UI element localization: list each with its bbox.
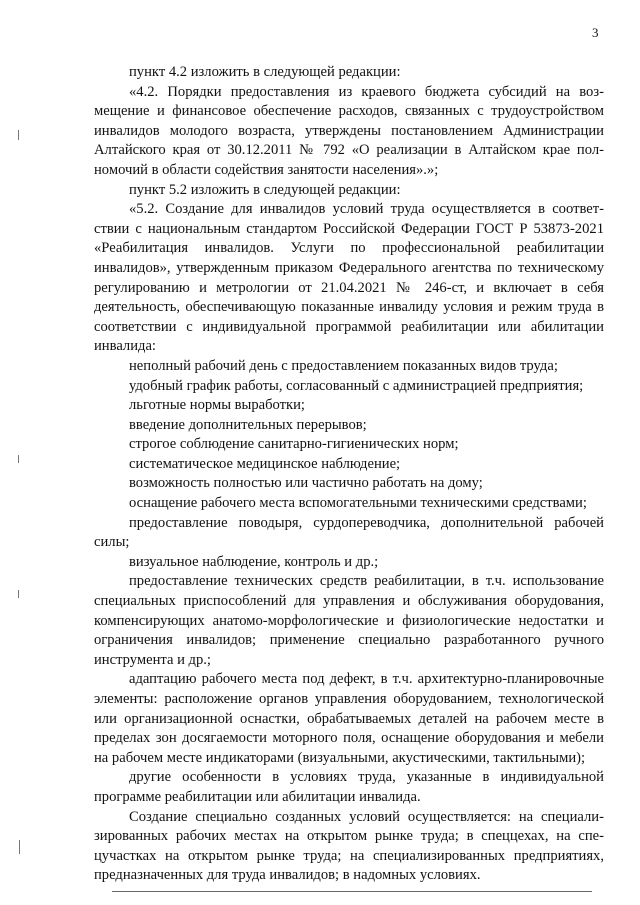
list-item: предоставление технических средств реабилитации, в т.ч. использование специальных приспособлений для управления и обслуживания оборудования, компенсирующих анатомо-морфологические и физиологические недостатки и ограничения инвалидов; применение специально разработанного ручного инструмента и др.; <box>94 573 604 668</box>
list-item: льготные нормы выработки; <box>129 397 305 414</box>
list-item: другие особенности в условиях труда, указанные в индивидуальной программе реабилитации или абилитации инвалида. <box>94 769 604 805</box>
page-number: 3 <box>592 25 599 40</box>
document-body <box>94 63 604 886</box>
list-item: возможность полностью или частично работать на дому; <box>129 475 483 492</box>
paragraph: «4.2. Порядки предоставления из краевого бюджета субсидий на возмещение и финансовое обеспечение расходов, связанных с трудоустройством инвалидов молодого возраста, утверждены постановлением Администрации Алтайского края от 30.12.2011 № 792 «О реализации в Алтайском крае полномочий в области содействия занятости населения».»; <box>94 83 604 178</box>
scan-mark <box>19 840 20 854</box>
list-item: систематическое медицинское наблюдение; <box>129 455 401 472</box>
scan-mark <box>18 130 19 140</box>
paragraph: Создание специально созданных условий осуществляется: на специализированных рабочих местах на открытом рынке труда; в спеццехах, на спецучастках на открытом рынке труда; на специализированных предприятиях, предназначенных для труда инвалидов; в надомных условиях. <box>94 808 604 884</box>
paragraph: пункт 5.2 изложить в следующей редакции: <box>129 181 401 198</box>
list-item: удобный график работы, согласованный с администрацией предприятия; <box>129 377 584 394</box>
paragraph: «5.2. Создание для инвалидов условий труда осуществляется в соответствии с национальным стандартом Российской Федерации ГОСТ Р 53873-2021 «Реабилитация инвалидов. Услуги по профессиональной реабилитации инвалидов», утвержденным приказом Федерального агентства по техническому регулированию и метрологии от 21.04.2021 № 246-ст, и включает в себя деятельность, обеспечивающую показанные инвалиду условия и режим труда в соответствии с индивидуальной программой реабилитации или абилитации инвалида: <box>94 201 604 355</box>
list-item: неполный рабочий день с предоставлением показанных видов труда; <box>129 357 558 374</box>
list-item: адаптацию рабочего места под дефект, в т.ч. архитектурно-планировочные элементы: расположение органов управления оборудованием, технологической или организационной оснастки, обрабатываемых деталей на рабочем месте в пределах зон досягаемости моторного поля, оснащение оборудования и мебели на рабочем месте индикаторами (визуальными, акустическими, тактильными); <box>94 671 604 766</box>
list-item: визуальное наблюдение, контроль и др.; <box>129 553 379 570</box>
scan-mark <box>18 455 19 463</box>
list-item: введение дополнительных перерывов; <box>129 416 367 433</box>
list-item: строгое соблюдение санитарно-гигиенических норм; <box>129 436 459 453</box>
list-item: предоставление поводыря, сурдопереводчика, дополнительной рабочей силы; <box>94 514 604 551</box>
paragraph: пункт 4.2 изложить в следующей редакции: <box>129 64 401 80</box>
scan-edge-line <box>112 891 592 892</box>
scan-mark <box>18 590 19 598</box>
list-item: оснащение рабочего места вспомогательными техническими средствами; <box>129 495 587 512</box>
